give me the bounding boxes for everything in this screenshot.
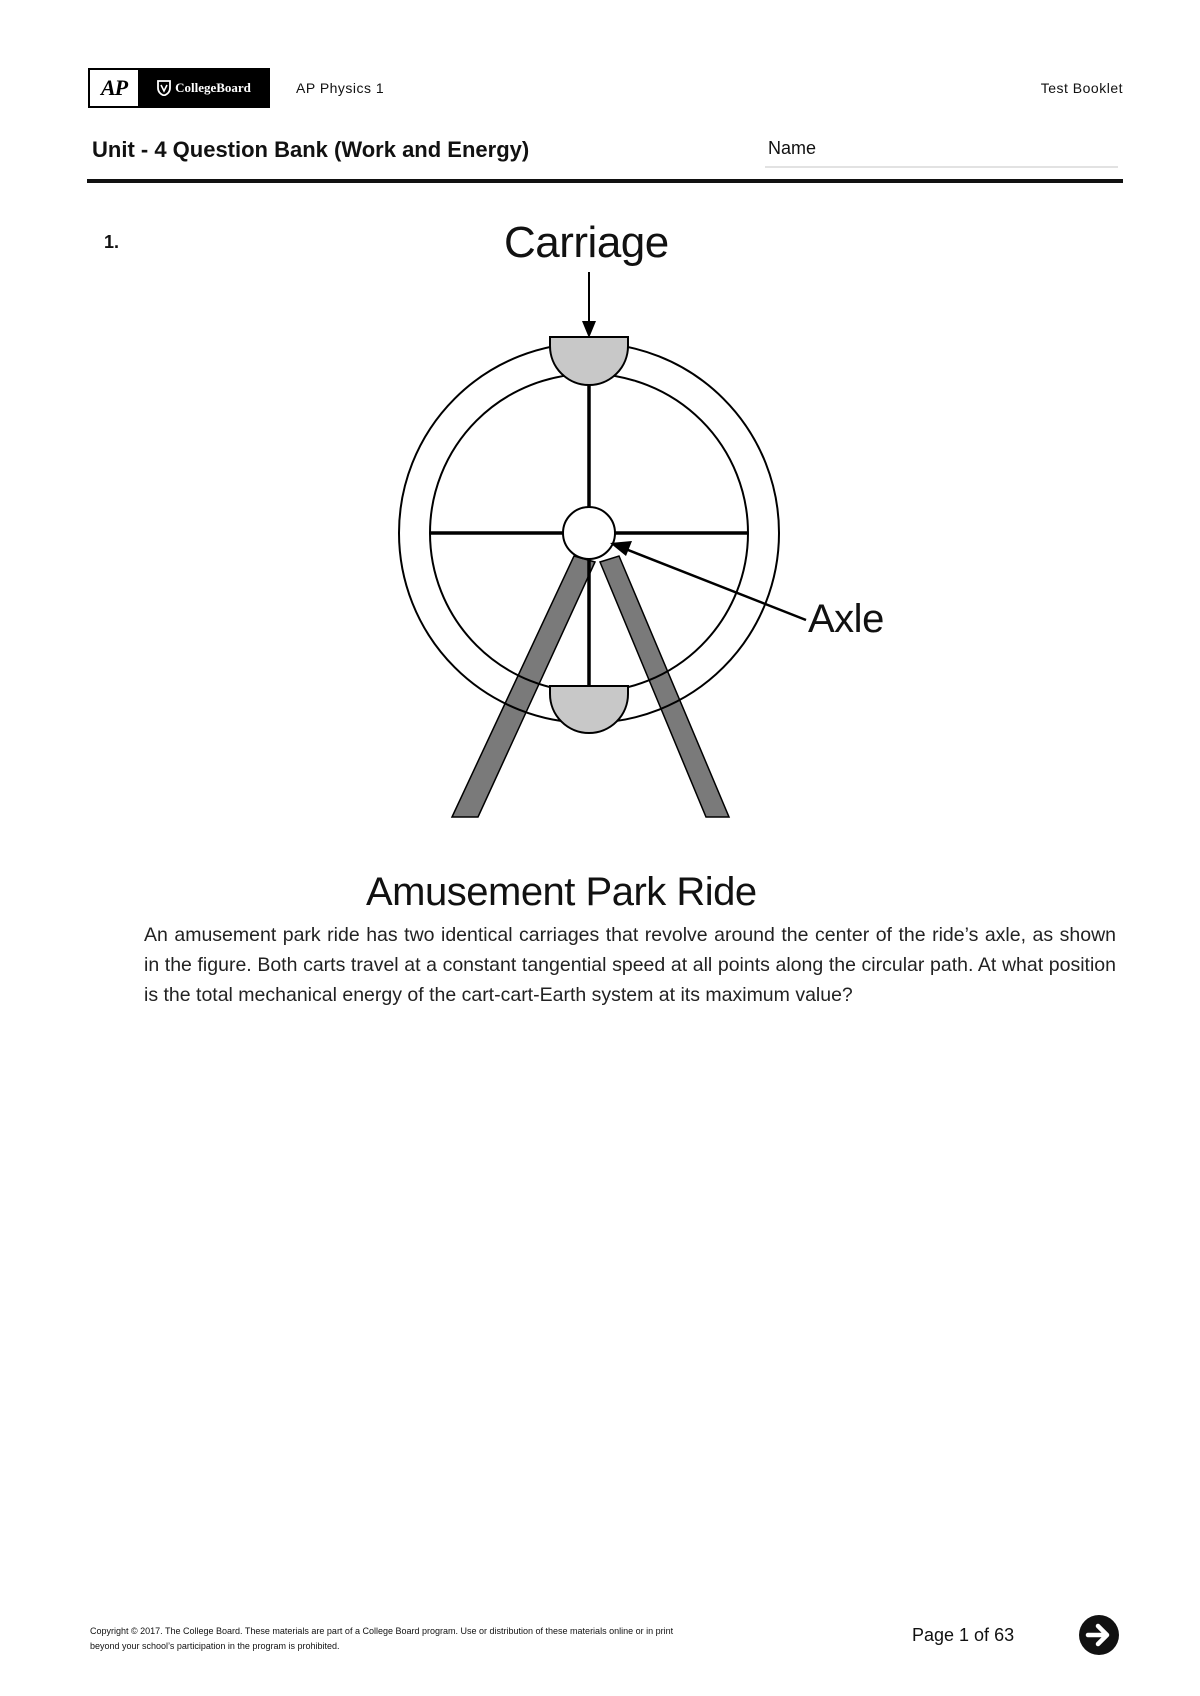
carriage-arrow-head bbox=[582, 321, 596, 338]
college-board-text: CollegeBoard bbox=[175, 80, 251, 95]
arrow-right-circle-icon bbox=[1078, 1614, 1120, 1656]
axle-arrow-shaft bbox=[623, 548, 806, 620]
college-board-brand bbox=[140, 70, 268, 106]
figure-caption: Amusement Park Ride bbox=[366, 870, 757, 914]
axle-label: Axle bbox=[808, 597, 884, 641]
top-carriage bbox=[550, 337, 628, 385]
booklet-label: Test Booklet bbox=[1040, 80, 1123, 96]
question-text: An amusement park ride has two identical carriages that revolve around the center of the ride’s axle, as shown in the figure. Both carts travel at a constant tangential speed at all points along the circular path. At what position is the total mechanical energy of the cart-cart-Earth system at its maximum value? bbox=[144, 924, 1116, 1006]
ap-college-board-logo bbox=[88, 68, 270, 108]
shield-icon bbox=[157, 80, 171, 96]
copyright-notice bbox=[90, 1624, 810, 1654]
axle-hub bbox=[563, 507, 615, 559]
ap-logo-text: AP bbox=[90, 70, 140, 106]
carriage-label: Carriage bbox=[504, 218, 669, 267]
next-page-button[interactable] bbox=[1078, 1614, 1120, 1656]
page-title: Unit - 4 Question Bank (Work and Energy) bbox=[92, 137, 530, 162]
question-number: 1. bbox=[104, 232, 120, 252]
page-indicator: Page 1 of 63 bbox=[912, 1625, 1015, 1645]
copyright-line-1: Copyright © 2017. The College Board. These materials are part of a College Board program. Use or distribution of these materials online or in print bbox=[90, 1626, 674, 1636]
copyright-line-2: beyond your school’s participation in the program is prohibited. bbox=[90, 1641, 340, 1651]
name-label: Name bbox=[768, 138, 817, 158]
bottom-carriage bbox=[550, 686, 628, 733]
name-field-line bbox=[765, 166, 1118, 168]
course-name: AP Physics 1 bbox=[296, 80, 385, 96]
header-divider bbox=[87, 179, 1123, 183]
ferris-wheel-figure bbox=[360, 210, 920, 920]
axle-arrow-head bbox=[610, 541, 632, 556]
